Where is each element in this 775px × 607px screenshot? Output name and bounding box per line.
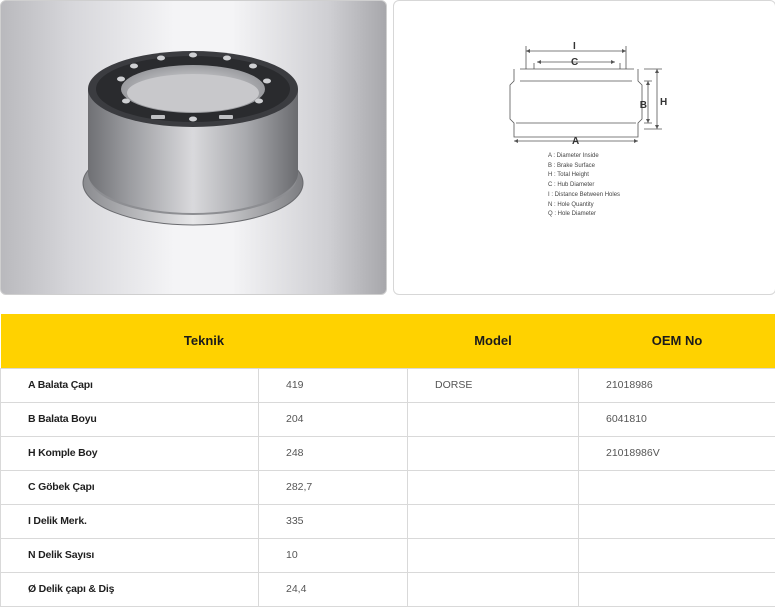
model-cell [408,504,579,538]
legend-item: H : Total Height [548,172,589,179]
dimension-diagram [393,0,775,295]
legend-item: B : Brake Surface [548,162,596,169]
model-cell [408,436,579,470]
dimension-label-a: A [572,136,580,147]
oem-cell: 6041810 [579,402,775,436]
table-row [1,402,775,436]
drum-cross-section-drawing [394,1,775,294]
oem-cell [579,572,775,606]
brake-drum-image [1,1,386,294]
oem-cell [579,470,775,504]
dimension-label-h: H [660,97,668,108]
legend-item: Q : Hole Diameter [548,211,597,218]
dimension-label-b: B [639,100,647,111]
spec-label: A Balata Çapı [1,368,259,402]
product-photo [0,0,387,295]
spec-value: 10 [259,538,408,572]
spec-label: N Delik Sayısı [1,538,259,572]
table-row [1,572,775,606]
table-row [1,470,775,504]
spec-value: 248 [259,436,408,470]
spec-value: 335 [259,504,408,538]
dimension-label-i: I [573,41,576,52]
legend-item: N : Hole Quantity [548,201,594,208]
header-oem-no: OEM No [651,333,703,349]
spec-value: 282,7 [259,470,408,504]
model-cell [408,538,579,572]
model-cell [408,572,579,606]
model-cell [408,470,579,504]
table-row [1,504,775,538]
dimension-label-c: C [571,57,579,68]
header-model: Model [474,333,512,349]
oem-cell [579,504,775,538]
dimension-legend [548,152,620,220]
oem-cell: 21018986V [579,436,775,470]
table-row [1,368,775,402]
spec-value: 204 [259,402,408,436]
legend-item: C : Hub Diameter [548,182,595,189]
oem-cell [579,538,775,572]
spec-label: C Göbek Çapı [1,470,259,504]
header-teknik: Teknik [183,333,225,349]
spec-value: 24,4 [259,572,408,606]
spec-label: H Komple Boy [1,436,259,470]
model-cell: DORSE [408,368,579,402]
spec-label: I Delik Merk. [1,504,259,538]
table-row [1,538,775,572]
table-row [1,436,775,470]
model-cell [408,402,579,436]
spec-value: 419 [259,368,408,402]
legend-item: A : Diameter Inside [548,153,599,159]
spec-label: Ø Delik çapı & Diş [1,572,259,606]
spec-label: B Balata Boyu [1,402,259,436]
table-header-row [1,314,775,368]
oem-cell: 21018986 [579,368,775,402]
legend-item: I : Distance Between Holes [548,191,621,198]
spec-table [0,314,775,607]
